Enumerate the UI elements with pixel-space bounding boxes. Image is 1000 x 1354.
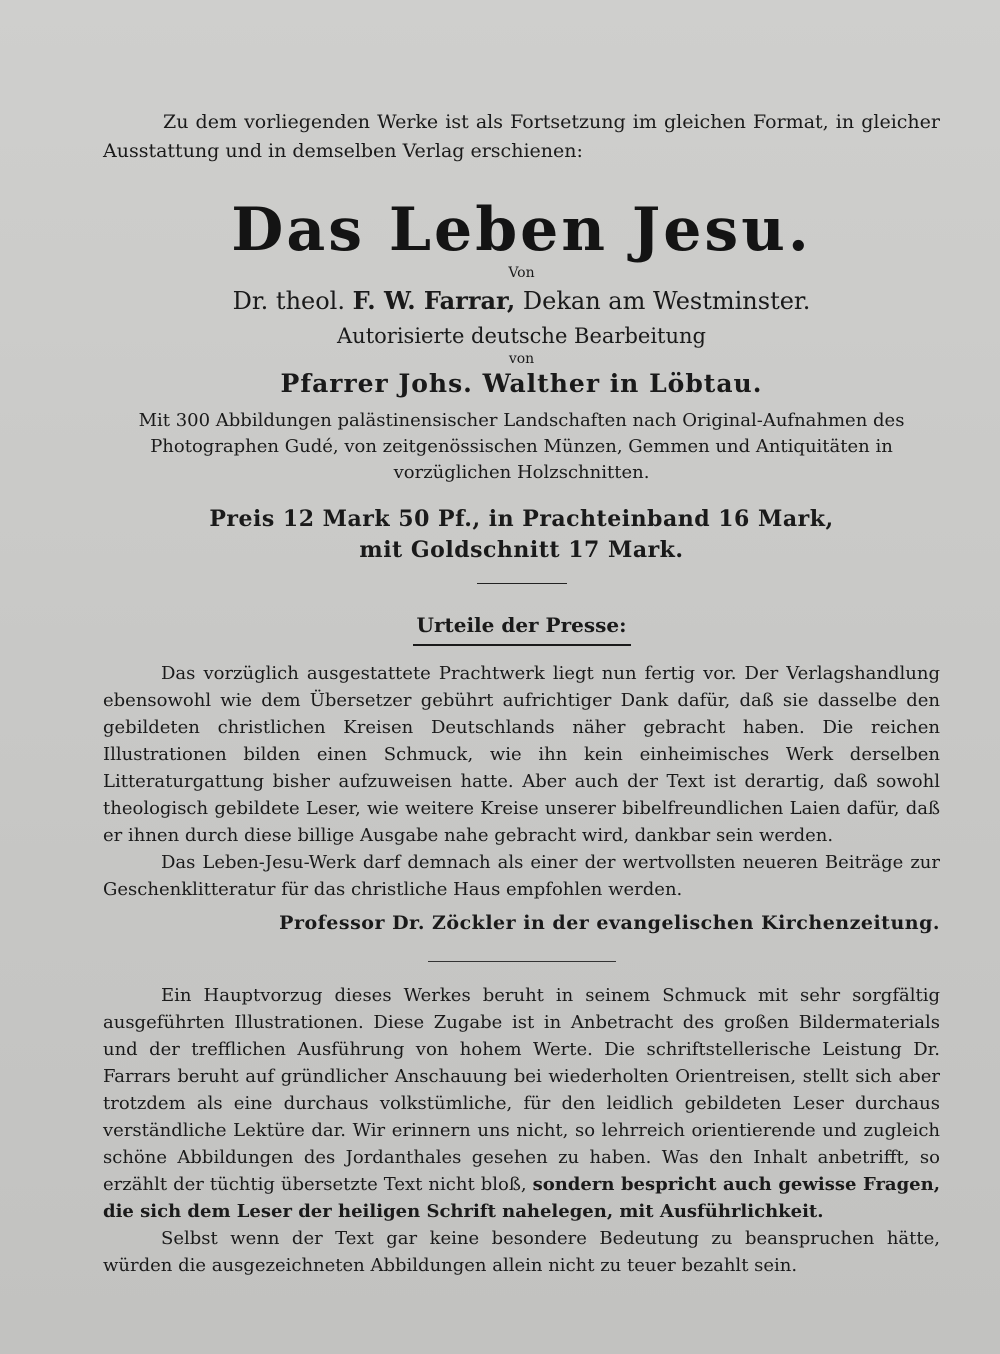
review-2-emphasis: sondern bespricht auch gewisse Fragen, die sich dem Leser der heiligen Schrift nahelegen, mit Ausführlichkeit. xyxy=(103,1174,940,1222)
review-1-signature: Professor Dr. Zöckler in der evangelischen Kirchenzeitung. xyxy=(279,912,940,934)
section-divider xyxy=(428,961,616,962)
illustrations-note: Mit 300 Abbildungen palästinensischer Landschaften nach Original-Aufnahmen des Photographen Gudé, von zeitgenössischen Münzen, Gemmen und Antiquitäten in vorzüglichen Holzschnitten. xyxy=(138,410,905,483)
price-line-2: mit Goldschnitt 17 Mark. xyxy=(359,537,684,563)
review-1-paragraph-2: Das Leben-Jesu-Werk darf demnach als einer der wertvollsten neueren Beiträge zur Geschenklitteratur für das christliche Haus empfohlen werden. xyxy=(103,852,940,900)
by-label-2: von xyxy=(508,351,535,367)
review-2-text: Ein Hauptvorzug dieses Werkes beruht in seinem Schmuck mit sehr sorgfältig ausgeführten Illustrationen. Diese Zugabe ist in Anbetracht des großen Bildermaterials und der trefflichen Ausführung von hohem Werte. Die schriftstellerische Leistung Dr. Farrars beruht auf gründlicher Anschauung bei wiederholten Orientreisen, stellt sich aber trotzdem als eine durchaus volkstümliche, für den leidlich gebildeten Leser durchaus verständliche Lektüre dar. Wir erinnern uns nicht, so lehrreich orientierende und zugleich schöne Abbildungen des Jordanthales gesehen zu haben. Was den Inhalt anbetrifft, so erzählt der tüchtig übersetzte Text nicht bloß, xyxy=(103,985,940,1195)
ornament-divider xyxy=(103,574,940,592)
author-name: F. W. Farrar, xyxy=(352,286,516,315)
price-block xyxy=(103,504,940,566)
heading-underline xyxy=(413,644,631,646)
book-title: Das Leben Jesu. xyxy=(231,195,812,265)
review-1-paragraph-1: Das vorzüglich ausgestattete Prachtwerk liegt nun fertig vor. Der Verlagshandlung ebensowohl wie dem Übersetzer gebührt aufrichtiger Dank dafür, daß sie dasselbe den gebildeten christlichen Kreisen Deutschlands näher gebracht haben. Die reichen Illustrationen bilden einen Schmuck, wie ihn kein einheimisches Werk derselben Litteraturgattung bisher aufzuweisen hatte. Aber auch der Text ist derartig, daß sowohl theologisch gebildete Leser, wie weitere Kreise unserer bibelfreundlichen Laien dafür, daß er ihnen durch diese billige Ausgabe nahe gebracht wird, dankbar sein werden. xyxy=(103,663,940,846)
intro-text: Zu dem vorliegenden Werke ist als Fortsetzung im gleichen Format, in gleicher Ausstattung und in demselben Verlag erschienen: xyxy=(103,111,940,162)
price-line-1: Preis 12 Mark 50 Pf., in Prachteinband 16 Mark, xyxy=(209,506,834,532)
author-line xyxy=(103,286,940,316)
by-label: Von xyxy=(508,265,535,281)
review-2-paragraph-1 xyxy=(103,982,940,1225)
author-suffix: Dekan am Westminster. xyxy=(522,287,811,315)
review-2-paragraph-2: Selbst wenn der Text gar keine besondere Bedeutung zu beanspruchen hätte, würden die ausgezeichneten Abbildungen allein nicht zu teuer bezahlt sein. xyxy=(103,1228,940,1276)
press-heading: Urteile der Presse: xyxy=(416,613,627,637)
author-prefix: Dr. theol. xyxy=(232,287,345,315)
edition-subtitle: Autorisierte deutsche Bearbeitung xyxy=(337,324,706,348)
translator-line: Pfarrer Johs. Walther in Löbtau. xyxy=(280,369,763,398)
